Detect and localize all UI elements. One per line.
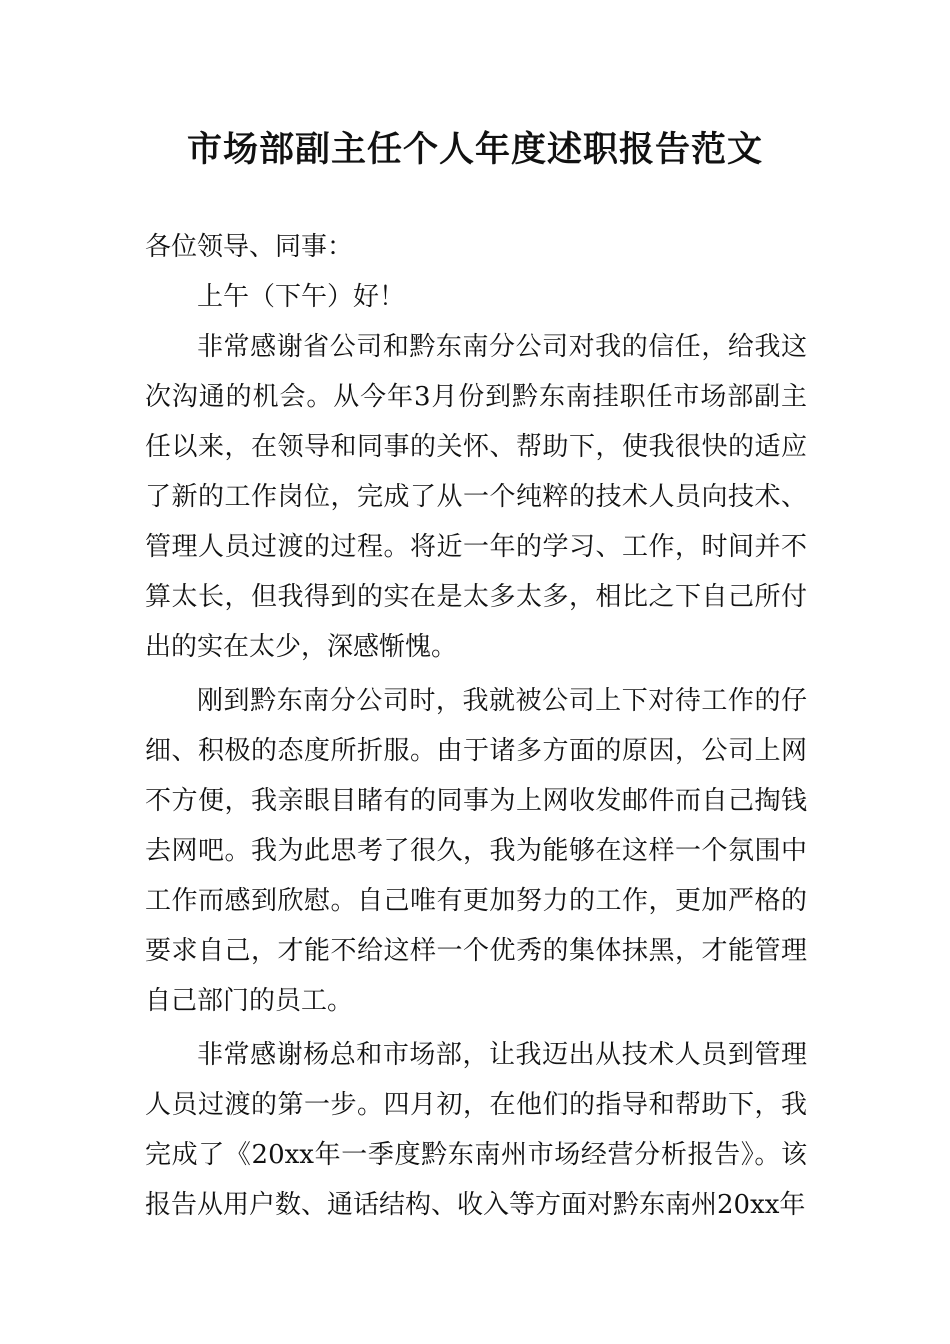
document-body	[145, 222, 807, 1230]
greeting: 上午（下午）好！	[197, 282, 406, 312]
paragraph-3: 非常感谢杨总和市场部，让我迈出从技术人员到管理人员过渡的第一步。四月初，在他们的指导和帮助下，我完成了《20xx年一季度黔东南州市场经营分析报告》。该报告从用户数、通话结构、收入等方面对黔东南州20xx年	[145, 1040, 807, 1220]
salutation: 各位领导、同事：	[145, 232, 354, 262]
paragraph-2: 刚到黔东南分公司时，我就被公司上下对待工作的仔细、积极的态度所折服。由于诸多方面的原因，公司上网不方便，我亲眼目睹有的同事为上网收发邮件而自己掏钱去网吧。我为此思考了很久，我为能够在这样一个氛围中工作而感到欣慰。自己唯有更加努力的工作，更加严格的要求自己，才能不给这样一个优秀的集体抹黑，才能管理自己部门的员工。	[145, 686, 807, 1016]
paragraph-1: 非常感谢省公司和黔东南分公司对我的信任，给我这次沟通的机会。从今年3月份到黔东南挂职任市场部副主任以来，在领导和同事的关怀、帮助下，使我很快的适应了新的工作岗位，完成了从一个纯粹的技术人员向技术、管理人员过渡的过程。将近一年的学习、工作，时间并不算太长，但我得到的实在是太多太多，相比之下自己所付出的实在太少，深感惭愧。	[145, 332, 807, 662]
document-title: 市场部副主任个人年度述职报告范文	[186, 130, 763, 170]
